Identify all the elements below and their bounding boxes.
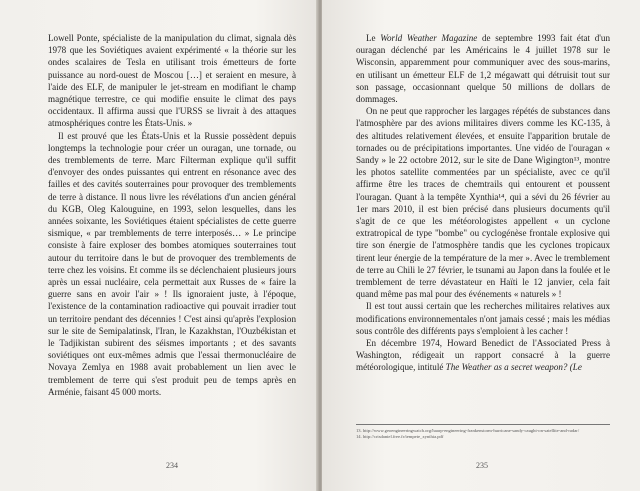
paragraph (356, 32, 610, 105)
text-run: Le (366, 33, 381, 43)
magazine-title: World Weather Magazine (380, 33, 478, 43)
left-page (0, 0, 318, 491)
right-page (322, 0, 640, 491)
report-title: The Weather as a secret weapon? (Le (445, 362, 582, 373)
footnote: 14. http://crisdaniel.free.fr/tempete_xynthia.pdf (356, 434, 444, 439)
paragraph: Il est prouvé que les États-Unis et la Russie possèdent depuis longtemps la technologie pour créer un ouragan, une tornade, ou des tremblements de terre. Marc Filterman explique qu'il suffit d'envoyer des ondes puissantes qui entrent en résonance avec des failles et des cavités souterraines pour provoquer des tremblements de terre à distance. Il nous livre les révélations d'un ancien général du KGB, Oleg Kalouguine, en 1993, selon lesquelles, dans les années soixante, les Soviétiques étaient spécialistes de cette guerre sismique, « par tremblements de terre interposés… » Le principe consiste à faire exploser des bombes atomiques souterraines tout autour du territoire dans le but de provoquer des tremblements de terre chez les voisins. Et comme ils se déclenchaient plusieurs jours après un essai nucléaire, cela permettait aux Russes de « faire la guerre sans en avoir l'air » ! Ils ignoraient juste, à l'époque, l'existence de la contamination radioactive qui pouvait irradier tout un territoire pendant des décennies ! C'est ainsi qu'après l'explosion sur le site de Semipalatinsk, l'Iran, le Kazakhstan, l'Ouzbékistan et le Tadjikistan subirent des séismes importants ; et des savants soviétiques ont eux-mêmes admis que l'essai thermonucléaire de Novaya Zemlya en 1988 avait probablement un lien avec le tremblement de terre qui s'est produit peu de temps après en Arménie, faisant 45 000 morts. (48, 130, 296, 397)
paragraph (356, 337, 610, 374)
footnote: 13. http://www.geoengineeringwatch.org/haarp-engineering-frankenstorm-hurricane-sandy-caught-on-satellite-and-radar/ (356, 428, 580, 433)
paragraph: Lowell Ponte, spécialiste de la manipulation du climat, signala dès 1978 que les Soviétiques avaient expérimenté « la théorie sur les ondes scalaires de Tesla en utilisant trois émetteurs de forte puissance au nord-ouest de Moscou […] et seraient en mesure, à l'aide des ELF, de manipuler le jet-stream en modifiant le champ magnétique terrestre, ce qui modifie ensuite le climat des pays occidentaux. Il affirma aussi que l'URSS se livrait à des attaques atmosphériques contre les États-Unis. » (48, 33, 296, 129)
paragraph: On ne peut que rapprocher les largages répétés de substances dans l'atmosphère par des avions militaires divers comme les KC-135, à des altitudes relativement élevées, et ensuite l'apparition brutale de tornades ou de précipitations importantes. Une vidéo de l'ouragan « Sandy » le 22 octobre 2012, sur le site de Dane Wigington¹³, montre les photos satellite commentées par un spécialiste, avec ce qu'il affirme être les traces de chemtrails qui entourent et poussent l'ouragan. Quant à la tempête Xynthia¹⁴, qui a sévi du 26 février au 1er mars 2010, il est bien précisé dans plusieurs documents qu'il s'agit de ce que les météorologistes appellent « un cyclone extratropical de type "bombe" ou cyclogénèse frontale explosive qui tire son énergie de l'atmosphère tandis que les cyclones tropicaux tirent leur énergie de la température de la mer ». Avec le tremblement de terre au Chili le 27 février, le tsunami au Japon dans la foulée et le tremblement de terre dévastateur en Haïti le 12 janvier, cela fait quand même pas mal pour des événements « naturels » ! (356, 106, 610, 300)
right-page-text (356, 32, 610, 374)
text-run: de septembre 1993 fait état d'un ouragan déclenché par les Américains le 4 juillet 1978 sur le Wisconsin, apparemment pour communiquer avec des sous-marins, en utilisant un émetteur ELF de 1,2 mégawatt qui détruisit tout sur son passage, occasionnant quelque 50 millions de dollars de dommages. (356, 33, 610, 105)
paragraph: Il est tout aussi certain que les recherches militaires relatives aux modifications environnementales n'ont jamais cessé ; mais les médias sous contrôle des différents pays s'emploient à les cacher ! (356, 301, 610, 336)
page-number: 234 (166, 461, 178, 470)
footnotes (356, 424, 610, 440)
page-number: 235 (476, 461, 488, 470)
left-page-text (48, 32, 296, 398)
text-run: En décembre 1974, Howard Benedict de l'Associated Press à Washington, rédigeait un rapport consacré à la guerre météorologique, intitulé (356, 338, 610, 373)
